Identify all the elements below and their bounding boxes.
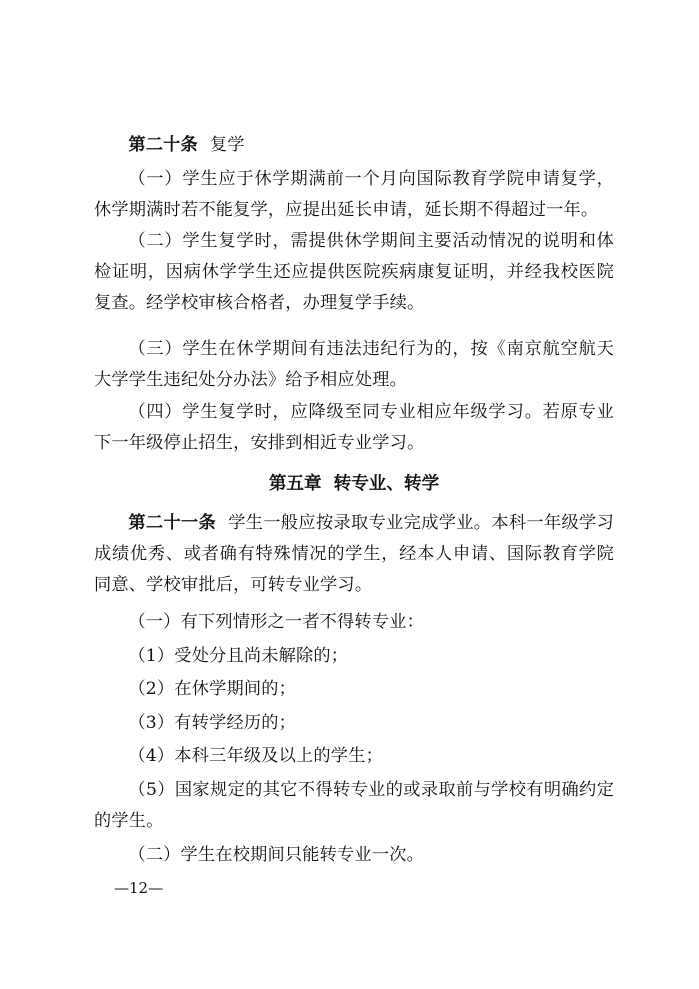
article-20-item-3: （三）学生在休学期间有违法违纪行为的，按《南京航空航天大学学生违纪处分办法》给予相应处理。 bbox=[94, 339, 614, 390]
article-21-item-1: （一）有下列情形之一者不得转专业： bbox=[128, 612, 424, 632]
article-20-item-2: （二）学生复学时，需提供休学期间主要活动情况的说明和体检证明，因病休学学生还应提供医院疾病康复证明，并经我校医院复查。经学校审核合格者，办理复学手续。 bbox=[94, 231, 614, 313]
page-number: —12— bbox=[114, 879, 164, 897]
chapter-5-heading bbox=[94, 469, 614, 500]
article-20-item-4: （四）学生复学时，应降级至同专业相应年级学习。若原专业下一年级停止招生，安排到相近专业学习。 bbox=[94, 402, 614, 453]
article-21-item-3: （2）在休学期间的； bbox=[128, 679, 297, 699]
article-20-item-1: （一）学生应于休学期满前一个月向国际教育学院申请复学，休学期满时若不能复学，应提出延长申请，延长期不得超过一年。 bbox=[94, 169, 614, 220]
chapter-5-number: 第五章 bbox=[268, 474, 322, 494]
article-21-item-4: （3）有转学经历的； bbox=[128, 713, 297, 733]
article-21-intro-text: 学生一般应按录取专业完成学业。本科一年级学习成绩优秀、或者确有特殊情况的学生，经本人申请、国际教育学院同意、学校审批后，可转专业学习。 bbox=[94, 513, 614, 595]
article-20-label: 第二十条 bbox=[128, 135, 198, 155]
article-21-item-2: （1）受处分且尚未解除的； bbox=[128, 646, 349, 666]
article-21-intro bbox=[94, 508, 614, 601]
chapter-5-title: 转专业、转学 bbox=[333, 474, 440, 494]
article-20-heading bbox=[94, 130, 614, 161]
article-21-label: 第二十一条 bbox=[128, 513, 217, 533]
article-21-item-7: （二）学生在校期间只能转专业一次。 bbox=[128, 845, 424, 865]
article-21-item-5: （4）本科三年级及以上的学生； bbox=[128, 746, 383, 766]
article-21-item-6: （5）国家规定的其它不得转专业的或录取前与学校有明确约定的学生。 bbox=[94, 780, 614, 831]
article-20-title: 复学 bbox=[209, 135, 245, 155]
